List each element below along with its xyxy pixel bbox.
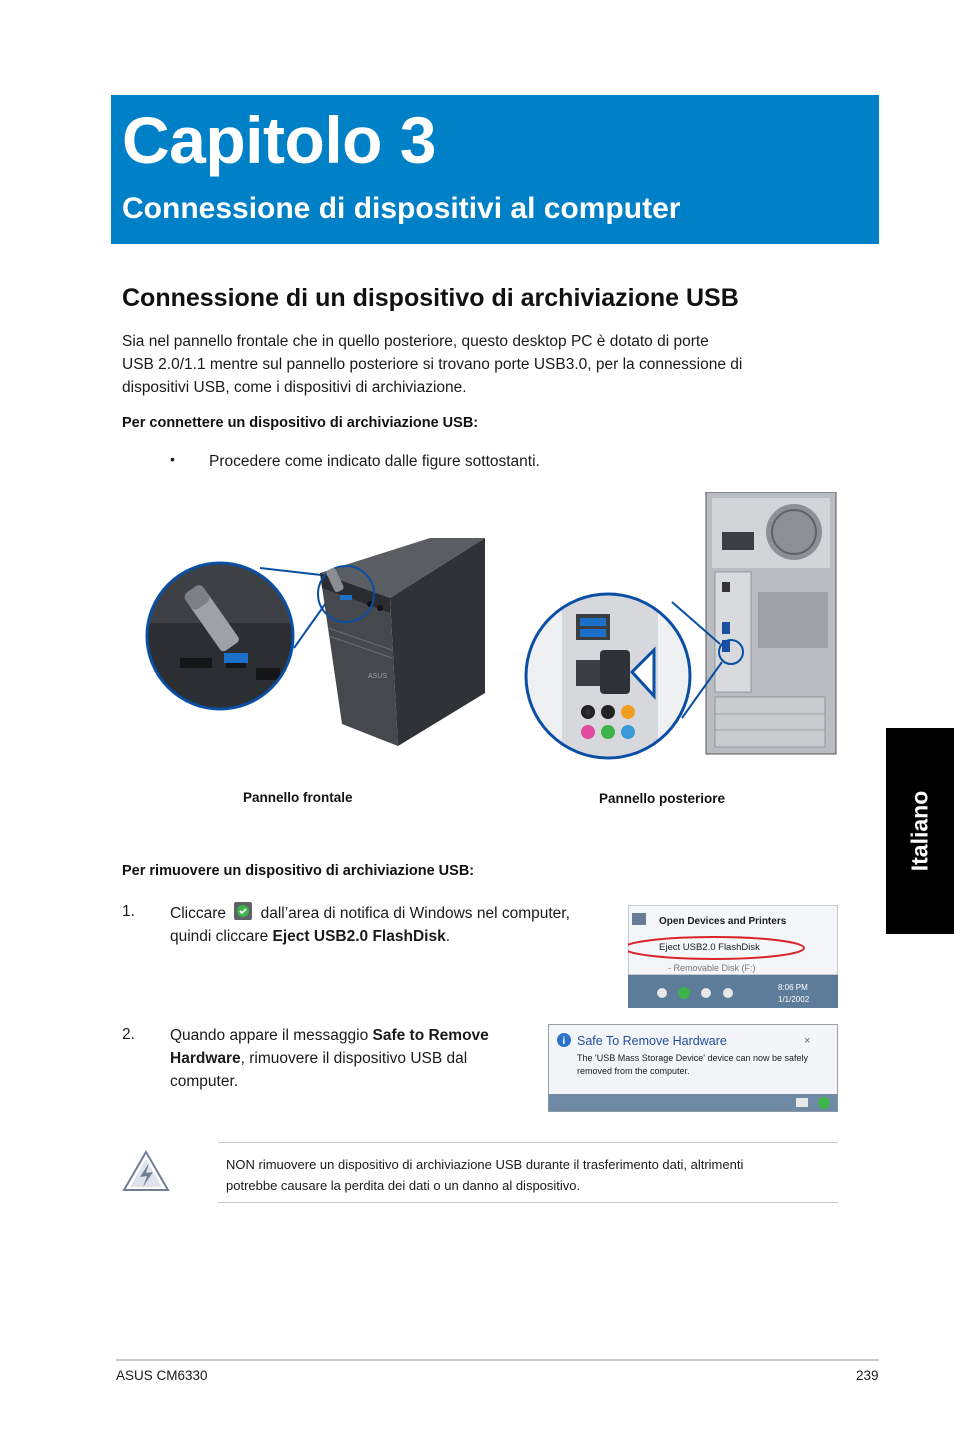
front-panel-caption: Pannello frontale <box>243 790 353 805</box>
tray-menu-screenshot <box>628 905 838 1008</box>
page-number: 239 <box>856 1368 879 1383</box>
footer-model: ASUS CM6330 <box>116 1368 208 1383</box>
intro-line: USB 2.0/1.1 mentre sul pannello posteriore si trovano porte USB3.0, per la connessione di <box>122 356 743 373</box>
step1-text <box>170 901 620 948</box>
chapter-title: Capitolo 3 <box>122 103 437 177</box>
intro-line: Sia nel pannello frontale che in quello posteriore, questo desktop PC è dotato di porte <box>122 333 709 350</box>
front-panel-illustration <box>140 528 490 768</box>
step1-line2-post: . <box>445 928 451 945</box>
note-top-rule <box>218 1142 838 1143</box>
bullet-text: Procedere come indicato dalle figure sottostanti. <box>209 453 540 470</box>
usb-safe-remove-icon <box>233 901 253 921</box>
language-tab <box>886 728 954 934</box>
step1-pre: Cliccare <box>170 905 226 922</box>
step1-post: dall’area di notifica di Windows nel computer, <box>260 905 570 922</box>
case-logo: ASUS <box>368 673 388 680</box>
note-bottom-rule <box>218 1202 838 1203</box>
step2-pre: Quando appare il messaggio <box>170 1027 369 1044</box>
pc-rear <box>706 492 836 754</box>
rear-panel-caption: Pannello posteriore <box>599 791 726 806</box>
step2-text <box>170 1024 540 1093</box>
balloon-message: removed from the computer. <box>577 1066 690 1076</box>
section-heading: Connessione di un dispositivo di archiviazione USB <box>122 284 739 312</box>
step1-line2-bold: Eject USB2.0 FlashDisk <box>272 928 446 945</box>
front-zoom-circle <box>140 563 300 713</box>
bullet-marker: • <box>170 451 175 467</box>
warning-icon <box>122 1149 170 1193</box>
note-line: potrebbe causare la perdita dei dati o un danno al dispositivo. <box>226 1178 581 1193</box>
connect-heading: Per connettere un dispositivo di archiviazione USB: <box>122 415 479 431</box>
close-icon[interactable]: × <box>804 1035 811 1047</box>
menu-item-removable-disk: - Removable Disk (F:) <box>668 963 756 973</box>
footer-rule <box>116 1359 879 1361</box>
step1-line2-pre: quindi cliccare <box>170 928 269 945</box>
step-number: 2. <box>122 1026 135 1043</box>
pc-tower <box>320 538 485 746</box>
zoom-connector <box>294 600 328 648</box>
step2-post: , rimuovere il dispositivo USB dal <box>240 1050 468 1067</box>
rear-zoom-circle <box>526 594 690 758</box>
tray-time: 8:06 PM <box>778 983 808 992</box>
safe-remove-balloon-screenshot <box>548 1024 838 1112</box>
menu-item-open-devices: Open Devices and Printers <box>659 916 787 927</box>
menu-item-eject: Eject USB2.0 FlashDisk <box>659 942 760 953</box>
svg-text:i: i <box>562 1036 566 1047</box>
chapter-subtitle: Connessione di dispositivi al computer <box>122 192 681 225</box>
step-number: 1. <box>122 903 135 920</box>
balloon-message: The 'USB Mass Storage Device' device can now be safely <box>577 1053 809 1063</box>
step2-bold2: Hardware <box>170 1050 241 1067</box>
balloon-title: Safe To Remove Hardware <box>577 1034 727 1048</box>
remove-heading: Per rimuovere un dispositivo di archiviazione USB: <box>122 863 475 879</box>
step2-line3: computer. <box>170 1073 239 1090</box>
note-text <box>226 1154 836 1196</box>
note-line: NON rimuovere un dispositivo di archiviazione USB durante il trasferimento dati, altrimenti <box>226 1157 744 1172</box>
step2-bold1: Safe to Remove <box>372 1027 489 1044</box>
intro-line: dispositivi USB, come i dispositivi di archiviazione. <box>122 379 467 396</box>
tray-date: 1/1/2002 <box>778 995 810 1004</box>
rear-panel-illustration <box>522 492 838 762</box>
zoom-connector <box>260 568 330 576</box>
language-tab-label: Italiano <box>906 790 933 872</box>
intro-paragraph <box>122 330 842 399</box>
